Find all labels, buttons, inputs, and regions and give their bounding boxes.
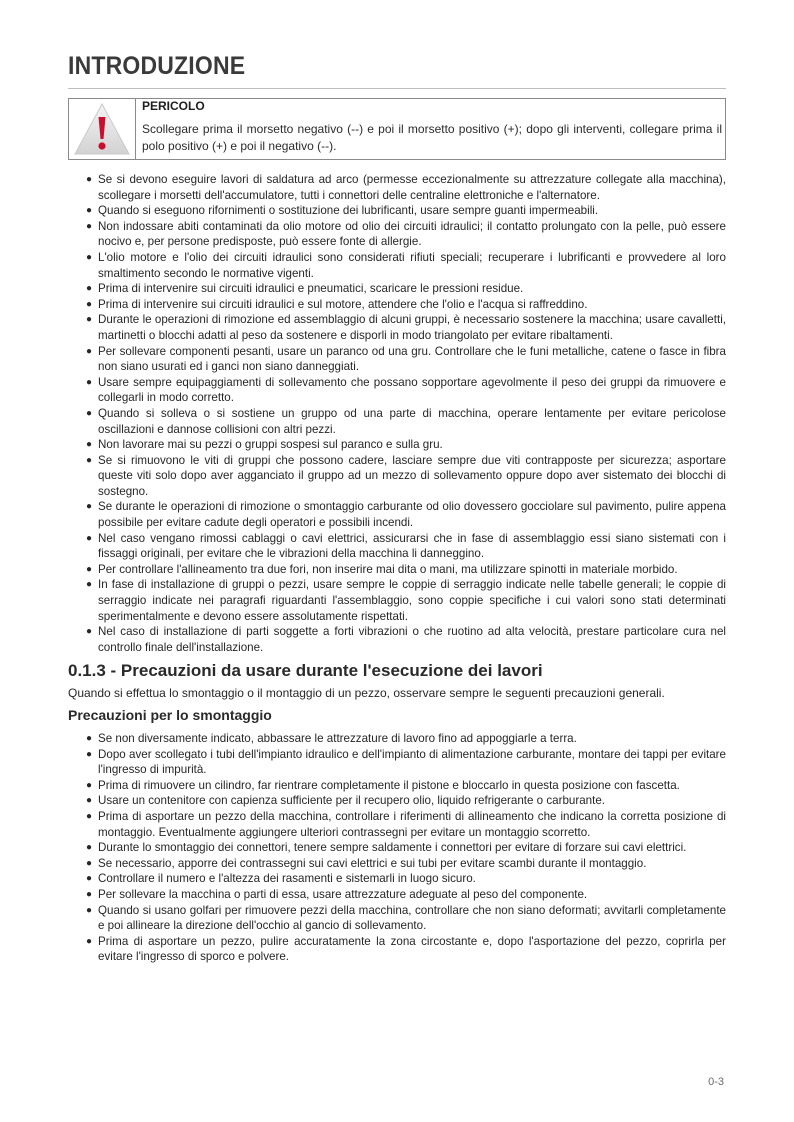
list-item-text: L'olio motore e l'olio dei circuiti idraulici sono considerati rifiuti speciali; recuperare i lubrificanti e provvedere al loro smaltimento secondo le normative vigenti. [98, 250, 726, 280]
bullet-icon: ● [86, 220, 93, 232]
bullet-icon: ● [86, 935, 93, 947]
subsection-heading: Precauzioni per lo smontaggio [68, 707, 272, 723]
list-item [86, 406, 726, 437]
bullet-icon: ● [86, 345, 93, 357]
list-item-text: Prima di rimuovere un cilindro, far rientrare completamente il pistone e bloccarlo in questa posizione con fascetta. [98, 778, 680, 792]
bullet-icon: ● [86, 174, 93, 185]
bullet-icon: ● [86, 904, 93, 916]
list-item [86, 172, 726, 203]
bullet-icon: ● [86, 439, 93, 451]
bullet-icon: ● [86, 251, 93, 263]
list-item [86, 437, 726, 453]
list-item-text: Prima di asportare un pezzo della macchina, controllare i riferimenti di allineamento che indicano la corretta posizione di montaggio. Eventualmente aggiungere ulteriori contrassegni per evitare un montaggio scorretto. [98, 809, 726, 839]
bullet-icon: ● [86, 532, 93, 544]
bullet-icon: ● [86, 407, 93, 419]
warning-triangle-icon [72, 101, 132, 157]
list-item [86, 778, 726, 794]
list-item [86, 281, 726, 297]
list-item [86, 793, 726, 809]
danger-heading: PERICOLO [142, 99, 205, 113]
list-item [86, 903, 726, 934]
list-item-text: Quando si usano golfari per rimuovere pezzi della macchina, controllare che non siano deformati; avvitarli completamente e poi allineare la direzione dell'occhio al gancio di sollevamento. [98, 903, 726, 933]
list-item-text: Se si rimuovono le viti di gruppi che possono cadere, lasciare sempre due viti contrapposte per sicurezza; asportare queste viti solo dopo aver agganciato il gruppo ad un mezzo di sollevamento oppure dopo aver sistemato dei blocchi di sostegno. [98, 453, 726, 498]
bullet-icon: ● [86, 314, 93, 326]
bullet-icon: ● [86, 748, 93, 760]
bullet-icon: ● [86, 376, 93, 388]
danger-icon-cell [69, 99, 136, 159]
bullet-icon: ● [86, 810, 93, 822]
list-item [86, 312, 726, 343]
list-item [86, 934, 726, 965]
list-item-text: Usare sempre equipaggiamenti di sollevamento che possano sopportare agevolmente il peso dei gruppi da rimuovere e collegarli in modo corretto. [98, 375, 726, 405]
list-item [86, 856, 726, 872]
bullet-icon: ● [86, 857, 93, 869]
section-intro: Quando si effettua lo smontaggio o il montaggio di un pezzo, osservare sempre le seguenti precauzioni generali. [68, 686, 665, 700]
bullet-icon: ● [86, 205, 93, 217]
list-item-text: Se non diversamente indicato, abbassare le attrezzature di lavoro fino ad appoggiarle a terra. [98, 732, 577, 745]
bullet-icon: ● [86, 626, 93, 638]
list-item-text: Nel caso di installazione di parti soggette a forti vibrazioni o che ruotino ad alta velocità, prestare particolare cura nel controllo finale dell'installazione. [98, 625, 726, 654]
list-item-text: Prima di intervenire sui circuiti idraulici e pneumatici, scaricare le pressioni residue. [98, 282, 524, 296]
list-item [86, 809, 726, 840]
list-item [86, 219, 726, 250]
section-heading: 0.1.3 - Precauzioni da usare durante l'esecuzione dei lavori [68, 661, 543, 680]
list-item-text: Dopo aver scollegato i tubi dell'impianto idraulico e dell'impianto di alimentazione carburante, montare dei tappi per evitare l'ingresso di impurità. [98, 747, 726, 777]
list-item-text: Se durante le operazioni di rimozione o smontaggio carburante od olio dovessero gocciolare sul pavimento, pulire appena possibile per evitare cadute degli operatori e possibili incendi. [98, 500, 726, 530]
bullet-icon: ● [86, 579, 93, 591]
list-item [86, 577, 726, 624]
bullet-icon: ● [86, 873, 93, 885]
list-item-text: Per sollevare componenti pesanti, usare un paranco od una gru. Controllare che le funi metalliche, catene o fasce in fibra non siano usurati ed i ganci non siano danneggiati. [98, 344, 726, 374]
bullet-icon: ● [86, 454, 93, 466]
list-item [86, 747, 726, 778]
list-item-text: Non lavorare mai su pezzi o gruppi sospesi sul paranco e sulla gru. [98, 438, 443, 452]
list-item [86, 731, 726, 747]
list-item-text: In fase di installazione di gruppi o pezzi, usare sempre le coppie di serraggio indicate nelle tabelle generali; le coppie di serraggio indicate nei paragrafi riguardanti l'assemblaggio, sono coppie specifiche i cui valori sono stati determinati sperimentalmente e devono essere assolutamente rispettati. [98, 578, 726, 623]
list-item [86, 250, 726, 281]
list-item [86, 499, 726, 530]
list-item [86, 375, 726, 406]
list-item [86, 531, 726, 562]
list-item-text: Se necessario, apporre dei contrassegni sui cavi elettrici e sui tubi per evitare scambi durante il montaggio. [98, 856, 647, 870]
bullet-icon: ● [86, 501, 93, 513]
list-item-text: Quando si solleva o si sostiene un gruppo od una parte di macchina, operare lentamente per evitare pericolose oscillazioni e dannose collisioni con altri pezzi. [98, 406, 726, 436]
safety-precautions-list [86, 172, 726, 655]
danger-text: Scollegare prima il morsetto negativo (--) e poi il morsetto positivo (+); dopo gli interventi, collegare prima il polo positivo (+) e poi il negativo (--). [142, 122, 722, 153]
list-item-text: Prima di asportare un pezzo, pulire accuratamente la zona circostante e, dopo l'asportazione del pezzo, coprirla per evitare l'ingresso di sporco e polvere. [98, 934, 726, 964]
bullet-icon: ● [86, 298, 93, 310]
title-divider [68, 88, 726, 89]
list-item-text: Durante lo smontaggio dei connettori, tenere sempre saldamente i connettori per evitare di forzare sui cavi elettrici. [98, 841, 687, 855]
list-item-text: Nel caso vengano rimossi cablaggi o cavi elettrici, assicurarsi che in fase di assemblaggio essi siano sistemati con i fissaggi originali, per evitare che le vibrazioni della macchina li danneggino. [98, 531, 726, 561]
list-item-text: Per controllare l'allineamento tra due fori, non inserire mai dita o mani, ma utilizzare spinotti in materiale morbido. [98, 562, 678, 576]
bullet-icon: ● [86, 842, 93, 854]
list-item [86, 453, 726, 500]
list-item [86, 840, 726, 856]
bullet-icon: ● [86, 733, 93, 744]
list-item-text: Prima di intervenire sui circuiti idraulici e sul motore, attendere che l'olio e l'acqua si raffreddino. [98, 297, 588, 311]
disassembly-precautions-list [86, 731, 726, 965]
bullet-icon: ● [86, 563, 93, 575]
list-item [86, 344, 726, 375]
list-item-text: Se si devono eseguire lavori di saldatura ad arco (permesse eccezionalmente su attrezzature collegate alla macchina), scollegare i morsetti dell'accumulatore, tutti i connettori delle centraline elettroniche e l'alternatore. [98, 173, 726, 202]
list-item [86, 203, 726, 219]
list-item-text: Non indossare abiti contaminati da olio motore od olio dei circuiti idraulici; il contatto prolungato con la pelle, può essere nocivo e, per persone predisposte, può essere fonte di allergie. [98, 219, 726, 249]
list-item-text: Usare un contenitore con capienza sufficiente per il recupero olio, liquido refrigerante o carburante. [98, 794, 605, 808]
list-item [86, 624, 726, 655]
danger-notice-box [68, 98, 726, 160]
list-item-text: Durante le operazioni di rimozione ed assemblaggio di alcuni gruppi, è necessario sostenere la macchina; usare cavalletti, martinetti o blocchi adatti al peso da sostenere e disporli in modo triangolato per evitare ribaltamenti. [98, 313, 726, 342]
bullet-icon: ● [86, 795, 93, 807]
list-item-text: Per sollevare la macchina o parti di essa, usare attrezzature adeguate al peso del componente. [98, 887, 588, 901]
list-item [86, 562, 726, 578]
list-item-text: Quando si eseguono rifornimenti o sostituzione dei lubrificanti, usare sempre guanti impermeabili. [98, 204, 599, 218]
list-item [86, 297, 726, 313]
list-item [86, 871, 726, 887]
bullet-icon: ● [86, 779, 93, 791]
list-item-text: Controllare il numero e l'altezza dei rasamenti e sistemarli in luogo sicuro. [98, 872, 476, 886]
bullet-icon: ● [86, 888, 93, 900]
page-number: 0-3 [708, 1076, 724, 1088]
page-title: INTRODUZIONE [68, 52, 246, 80]
bullet-icon: ● [86, 283, 93, 295]
list-item [86, 887, 726, 903]
